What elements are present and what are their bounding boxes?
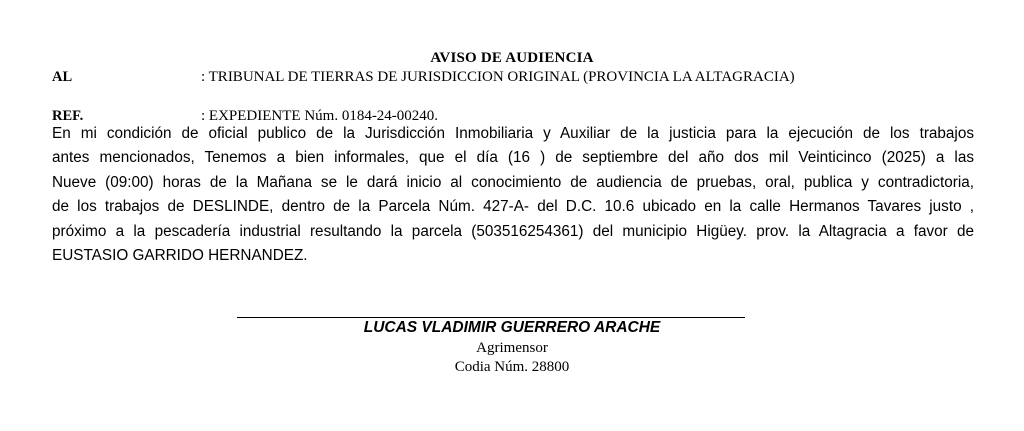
body-line-6: EUSTASIO GARRIDO HERNANDEZ. [52, 247, 308, 265]
reference-label: REF. [52, 108, 84, 124]
signatory-name: LUCAS VLADIMIR GUERRERO ARACHE [363, 319, 661, 336]
body-line-2: antes mencionados, Tenemos a bien informales, que el día (16 ) de septiembre del año dos mil Veinticinco (2025) a las [52, 149, 974, 167]
body-line-4: de los trabajos de DESLINDE, dentro de la Parcela Núm. 427-A- del D.C. 10.6 ubicado en la calle Hermanos Tavares justo , [52, 198, 974, 216]
document-title: AVISO DE AUDIENCIA [430, 50, 594, 66]
reference-value: : EXPEDIENTE Núm. 0184-24-00240. [201, 108, 439, 124]
recipient-label: AL [52, 69, 73, 85]
recipient-value: : TRIBUNAL DE TIERRAS DE JURISDICCION ORIGINAL (PROVINCIA LA ALTAGRACIA) [201, 69, 795, 85]
signatory-role: Agrimensor [476, 340, 548, 356]
body-line-5: próximo a la pescadería industrial resultando la parcela (503516254361) del municipio Higüey. prov. la Altagracia a favor de [52, 222, 974, 240]
signatory-codia-number: Codia Núm. 28800 [454, 359, 570, 375]
body-line-1: En mi condición de oficial publico de la Jurisdicción Inmobiliaria y Auxiliar de la justicia para la ejecución de los trabajos [52, 125, 974, 142]
body-line-3: Nueve (09:00) horas de la Mañana se le dará inicio al conocimiento de audiencia de pruebas, oral, publica y contradictoria, [52, 173, 974, 191]
notice-body [52, 122, 974, 268]
signature-line [237, 317, 745, 318]
